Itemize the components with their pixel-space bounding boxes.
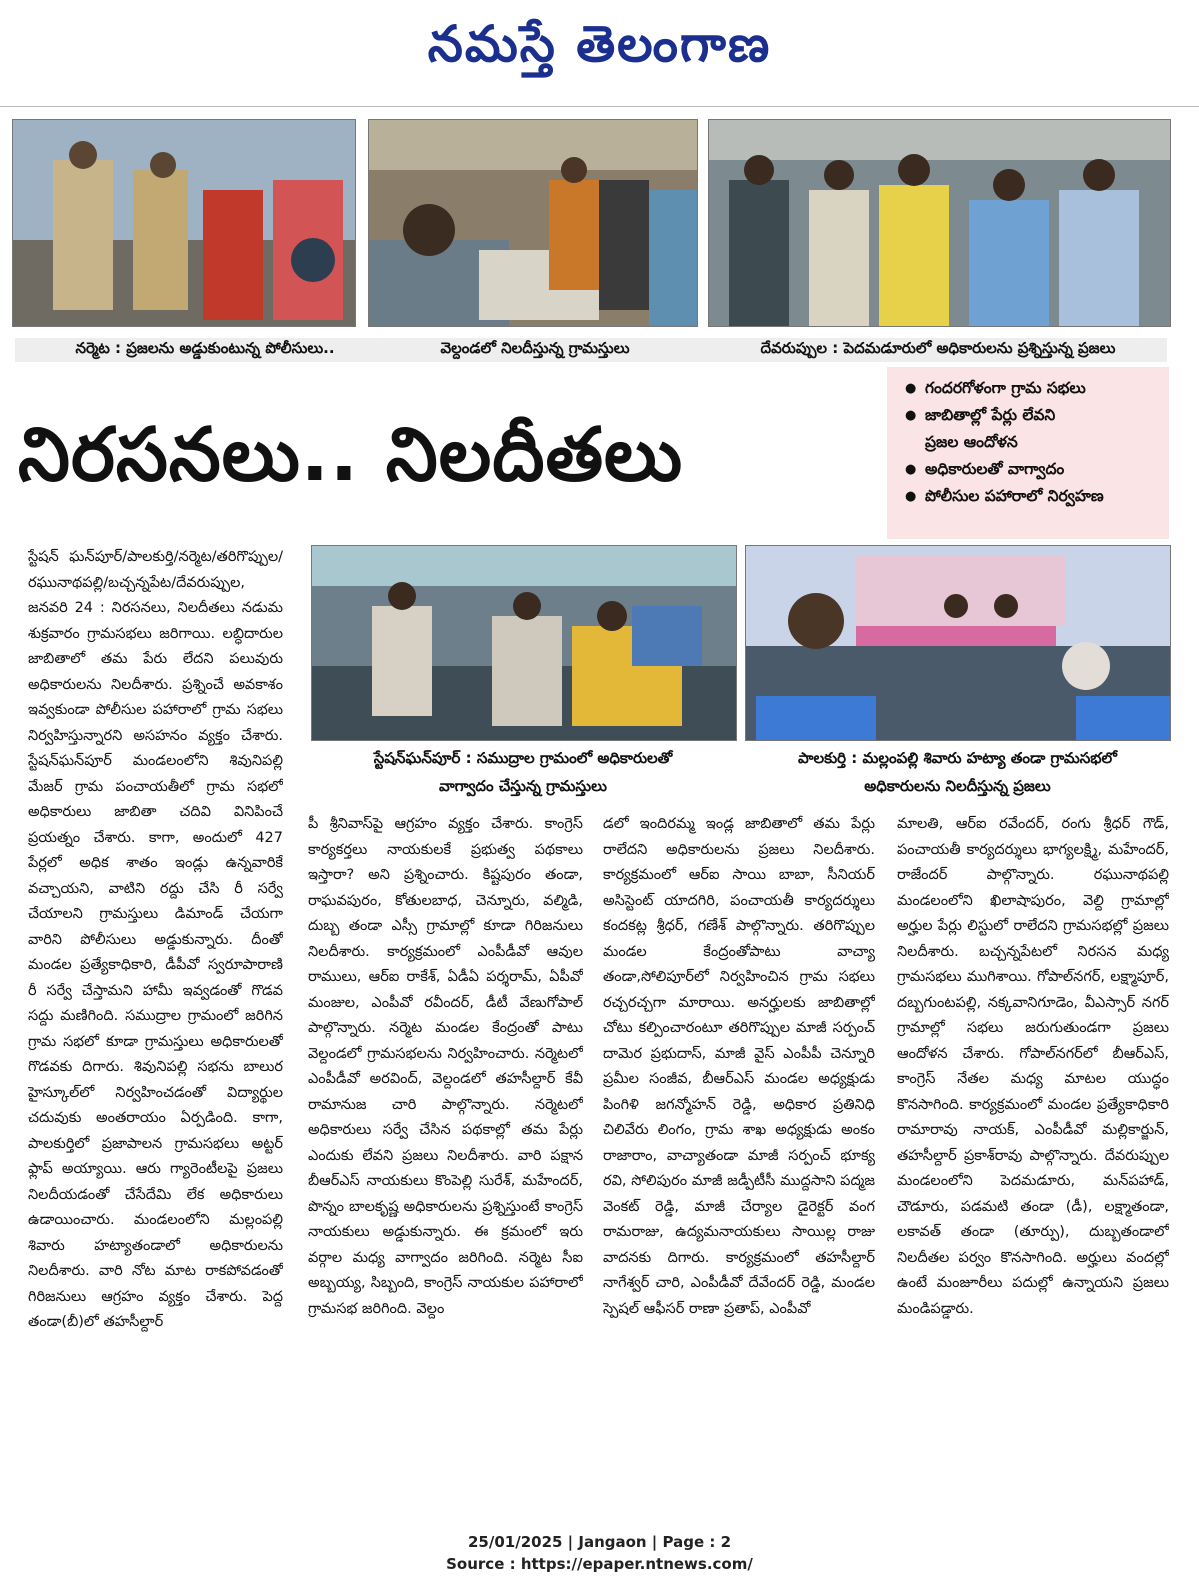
- photo-image: [746, 546, 1170, 740]
- photo-caption-3: దేవరుప్పుల : పెదమడూరులో అధికారులను ప్రశ్నిస్తున్న ప్రజలు: [760, 339, 1116, 357]
- photo-caption-5: [750, 744, 1165, 800]
- photo-image: [369, 120, 697, 326]
- article-column-3: [603, 812, 875, 1475]
- photo-image: [709, 120, 1170, 326]
- newspaper-logo: నమస్తే తెలంగాణ: [427, 14, 772, 73]
- photo-veldanda-villagers: [368, 119, 698, 327]
- photo-samudrala-argument: [311, 545, 737, 741]
- highlight-item: ● జాబితాల్లో పేర్లు లేవని: [905, 402, 1163, 429]
- article-column-1: [28, 545, 283, 1475]
- highlight-item: ● పోలీసుల పహారాలో నిర్వహణ: [905, 483, 1163, 510]
- photo-image: [312, 546, 736, 740]
- photo-caption-4-line2: వాగ్వాదం చేస్తున్న గ్రామస్తులు: [439, 777, 607, 795]
- photo-image: [13, 120, 355, 326]
- photo-caption-4-line1: స్టేషన్‌ఘన్‌పూర్ : సముద్రాల గ్రామంలో అధికారులతో: [373, 749, 673, 767]
- photo-caption-5-line1: పాలకుర్తి : మల్లంపల్లి శివారు హట్యా తండా గ్రామసభలో: [798, 749, 1117, 767]
- article-text: మాలతి, ఆర్ఐ రవేందర్, రంగు శ్రీధర్ గౌడ్, పంచాయతీ కార్యదర్శులు భాగ్యలక్ష్మి, మహేందర్, రాజేందర్ పాల్గొన్నారు. రఘునాథపల్లి మండలంలోని ఖిలాషాపురం, వెల్ది గ్రామాల్లో అర్హుల పేర్లు లిస్టులో రాలేదని గ్రామసభల్లో ప్రజలు నిలదీశారు. బచ్చన్నపేటలో నిరసన మధ్య గ్రామసభలు ముగిశాయి. గోపాల్‌నగర్, లక్ష్మాపూర్, దబ్బగుంటపల్లి, నక్కవానిగూడెం, వీఎస్సార్ నగర్ గ్రామాల్లో సభలు జరుగుతుండగా ప్రజలు ఆందోళన చేశారు. గోపాల్‌నగర్‌లో బీఆర్ఎస్, కాంగ్రెస్ నేతల మధ్య మాటల యుద్ధం కొనసాగింది. కార్యక్రమంలో మండల ప్రత్యేకాధికారి రామారావు నాయక్, ఎంపీడీవో మల్లికార్జున్, తహసీల్దార్ ప్రకాశ్‌రావు పాల్గొన్నారు. దేవరుప్పుల మండలంలోని పెదమడూరు, మన్‌పహాడ్, చౌడూరు, పడమటి తండా (డీ), లక్ష్మాతండా, లకావత్ తండా (తూర్పు), దుబ్బతండాలో నిలదీతల పర్వం కొనసాగింది. అర్హులు వందల్లో ఉంటే మంజూరీలు పదుల్లో ఉన్నాయని ప్రజలు మండిపడ్డారు.: [897, 816, 1169, 1317]
- photo-caption-2: వెల్దండలో నిలదీస్తున్న గ్రామస్తులు: [440, 339, 630, 357]
- highlights-box: [887, 367, 1169, 539]
- photo-devaruppula-people: [708, 119, 1171, 327]
- photo-caption-1: నర్మెట : ప్రజలను అడ్డుకుంటున్న పోలీసులు..: [75, 339, 335, 357]
- photo-caption-5-line2: అధికారులను నిలదీస్తున్న ప్రజలు: [864, 777, 1051, 795]
- article-text: పీ శ్రీనివాస్‌పై ఆగ్రహం వ్యక్తం చేశారు. కాంగ్రెస్ కార్యకర్తలు నాయకులకే ప్రభుత్వ పథకాలు ఇస్తారా? అని ప్రశ్నించారు. కిష్టపురం తండా, రాఘవపురం, కోతులబాధ, చెన్నూరు, వల్మిడి, దుబ్బ తండా ఎస్సీ గ్రామాల్లో కూడా గిరిజనులు నిలదీశారు. కార్యక్రమంలో ఎంపీడీవో ఆవుల రాములు, ఆర్ఐ రాకేశ్, ఏడీఏ పర్శరామ్, ఏపీవో మంజుల, ఎంపీవో రవీందర్, డీటీ వేణుగోపాల్ పాల్గొన్నారు. నర్మెట మండల కేంద్రంతో పాటు వెల్దండలో గ్రామసభలను నిర్వహించారు. నర్మెటలో ఎంపీడీవో అరవింద్, వెల్దండలో తహసీల్దార్ కేవీ రామానుజ చారి పాల్గొన్నారు. నర్మెటలో అధికారులు సర్వే చేసిన పథకాల్లో తమ పేర్లు ఎందుకు లేవని ప్రజలు నిలదీశారు. వారి పక్షాన బీఆర్ఎస్ నాయకులు కొంపెల్లి సురేశ్, మహేందర్, పొన్నం బాలకృష్ణ అధికారులను ప్రశ్నిస్తుంటే కాంగ్రెస్ నాయకులు అడ్డుకున్నారు. ఈ క్రమంలో ఇరు వర్గాల మధ్య వాగ్వాదం జరిగింది. నర్మెట సీఐ అబ్బయ్య, సిబ్బంది, కాంగ్రెస్ నాయకుల పహారాలో గ్రామసభ జరిగింది. వెల్దం: [308, 816, 583, 1317]
- masthead: [0, 0, 1199, 105]
- headline: నిరసనలు.. నిలదీతలు: [18, 412, 684, 498]
- page-footer-source[interactable]: Source : https://epaper.ntnews.com/: [446, 1555, 753, 1573]
- photo-narmeta-police: [12, 119, 356, 327]
- page-footer-date: 25/01/2025 | Jangaon | Page : 2: [467, 1533, 732, 1551]
- article-column-2: [308, 812, 583, 1475]
- article-text: డలో ఇందిరమ్మ ఇండ్ల జాబితాలో తమ పేర్లు రాలేదని అధికారులను ప్రజలు నిలదీశారు. కార్యక్రమంలో ఆర్ఐ సాయి బాబా, సీనియర్ అసిస్టెంట్ యాదగిరి, పంచాయతీ కార్యదర్శులు కందకట్ల శ్రీధర్, గణేశ్ పాల్గొన్నారు. తరిగొప్పుల మండల కేంద్రంతోపాటు వాచ్యా తండా,సోలిపూర్‌లో నిర్వహించిన గ్రామ సభలు రచ్చరచ్చగా మారాయి. అనర్హులకు జాబితాల్లో చోటు కల్పించారంటూ తరిగొప్పుల మాజీ సర్పంచ్ దామెర ప్రభుదాస్, మాజీ వైస్ ఎంపీపీ చెన్నూరి ప్రమీల సంజీవ, బీఆర్ఎస్ మండల అధ్యక్షుడు పింగిళి జగన్మోహన్ రెడ్డి, అధికార ప్రతినిధి చిలివేరు లింగం, గ్రామ శాఖ అధ్యక్షుడు అంకం రాజారాం, వాచ్యాతండా మాజీ సర్పంచ్ భూక్య రవి, సోలిపురం మాజీ జడ్పీటీసీ ముద్దసాని పద్మజ వెంకట్ రెడ్డి, మాజీ చేర్యాల డైరెక్టర్ వంగ రామరాజు, ఉద్యమనాయకులు సాయిల్ల రాజు వాదనకు దిగారు. కార్యక్రమంలో తహసీల్దార్ నాగేశ్వర్ చారి, ఎంపీడీవో దేవేందర్ రెడ్డి, మండల స్పెషల్ ఆఫీసర్ రాణా ప్రతాప్, ఎంపీవో: [603, 816, 875, 1317]
- highlight-item: ● గందరగోళంగా గ్రామ సభలు: [905, 375, 1163, 402]
- masthead-divider: [0, 106, 1199, 107]
- highlight-item: ప్రజల ఆందోళన: [925, 433, 1018, 451]
- photo-mallampalli-meeting: [745, 545, 1171, 741]
- article-column-4: [897, 812, 1169, 1475]
- article-text: స్టేషన్ ఘన్‌పూర్/పాలకుర్తి/నర్మెట/తరిగొప్పుల/రఘునాథపల్లి/బచ్చన్నపేట/దేవరుప్పుల, జనవరి 24 : నిరసనలు, నిలదీతలు నడుమ శుక్రవారం గ్రామసభలు జరిగాయి. లబ్ధిదారుల జాబితాలో తమ పేరు లేదని పలువురు అధికారులను నిలదీశారు. ప్రశ్నించే అవకాశం ఇవ్వకుండా పోలీసుల పహారాలో గ్రామ సభలు నిర్వహిస్తున్నారని అసహనం వ్యక్తం చేశారు. స్టేషన్‌ఘన్‌పూర్ మండలంలోని శివునిపల్లి మేజర్ గ్రామ పంచాయతీలో గ్రామ సభలో అధికారులు జాబితా చదివి వినిపించే ప్రయత్నం చేశారు. కాగా, అందులో 427 పేర్లలో అధిక శాతం ఇండ్లు ఉన్నవారికే వచ్చాయని, వాటిని రద్దు చేసి రీ సర్వే చేయాలని గ్రామస్తులు డిమాండ్ చేయగా వారిని పోలీసులు అడ్డుకున్నారు. దీంతో మండల ప్రత్యేకాధికారి, డీపీవో స్వరూపారాణి రీ సర్వే చేస్తామని హామీ ఇవ్వడంతో గొడవ సద్దు మణిగింది. సముద్రాల గ్రామంలో జరిగిన గ్రామ సభలో కూడా గ్రామస్తులు అధికారులతో గొడవకు దిగారు. శివునిపల్లి సభను బాలుర హైస్కూల్‌లో నిర్వహించడంతో విద్యార్థుల చదువుకు అంతరాయం ఏర్పడింది. కాగా, పాలకుర్తిలో ప్రజాపాలన గ్రామసభలు అట్టర్ ఫ్లాప్ అయ్యాయి. ఆరు గ్యారెంటీలపై ప్రజలు నిలదీయడంతో చేసేదేమి లేక అధికారులు ఉడాయించారు. మండలంలోని మల్లంపల్లి శివారు హట్యాతండాలో అధికారులను నిలదీశారు. వారి నోట మాట రాకపోవడంతో గిరిజనులు ఆగ్రహం వ్యక్తం చేశారు. పెద్ద తండా(బీ)లో తహసీల్దార్: [28, 549, 283, 1330]
- highlight-item: ● అధికారులతో వాగ్వాదం: [905, 456, 1163, 483]
- photo-caption-4: [318, 744, 728, 800]
